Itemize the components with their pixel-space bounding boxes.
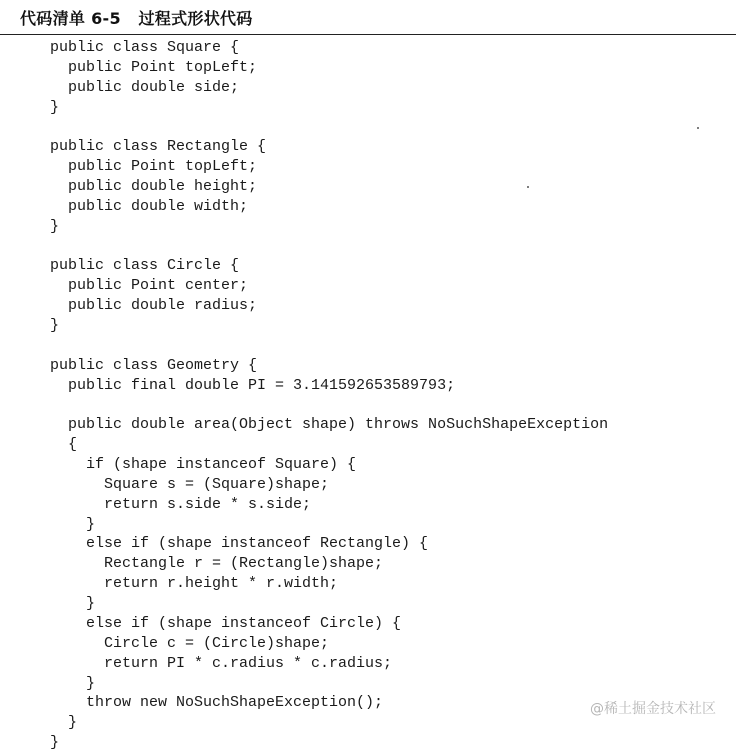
code-line: } [50, 714, 78, 732]
scan-speck [697, 127, 699, 129]
code-line: public class Geometry { [50, 356, 258, 374]
code-line: public class Rectangle { [50, 138, 267, 156]
code-line: } [50, 734, 60, 752]
code-line [50, 237, 608, 257]
watermark: @稀土掘金技术社区 [590, 701, 716, 717]
code-line: public Point topLeft; [50, 158, 258, 176]
code-line: else if (shape instanceof Rectangle) { [50, 535, 429, 553]
code-listing [50, 38, 608, 753]
scan-speck [527, 186, 529, 188]
code-line [50, 395, 608, 415]
code-line: Circle c = (Circle)shape; [50, 634, 330, 652]
code-line: public double width; [50, 197, 249, 215]
code-line: else if (shape instanceof Circle) { [50, 614, 402, 632]
code-line: if (shape instanceof Square) { [50, 456, 357, 474]
code-line: } [50, 515, 96, 533]
code-line: { [50, 436, 78, 454]
listing-title: 代码清单 6-5 过程式形状代码 [20, 9, 253, 28]
code-line: } [50, 674, 96, 692]
code-line: Square s = (Square)shape; [50, 475, 330, 493]
code-line: } [50, 317, 60, 335]
code-line: public Point topLeft; [50, 58, 258, 76]
code-line: public Point center; [50, 277, 249, 295]
code-line: throw new NoSuchShapeException(); [50, 694, 384, 712]
code-line: public class Square { [50, 39, 240, 56]
code-line: public final double PI = 3.141592653589793; [50, 376, 456, 394]
code-line: public double side; [50, 78, 240, 96]
code-line: Rectangle r = (Rectangle)shape; [50, 555, 384, 573]
code-line: public class Circle { [50, 257, 240, 275]
title-rule [0, 34, 736, 35]
code-line: return s.side * s.side; [50, 495, 312, 513]
code-line: } [50, 595, 96, 613]
code-line [50, 117, 608, 137]
code-line: } [50, 98, 60, 116]
code-line: return PI * c.radius * c.radius; [50, 654, 393, 672]
code-line [50, 336, 608, 356]
code-line: public double area(Object shape) throws NoSuchShapeException [50, 416, 609, 434]
code-line: public double height; [50, 178, 258, 196]
code-line: } [50, 217, 60, 235]
code-line: public double radius; [50, 297, 258, 315]
code-line: return r.height * r.width; [50, 575, 339, 593]
